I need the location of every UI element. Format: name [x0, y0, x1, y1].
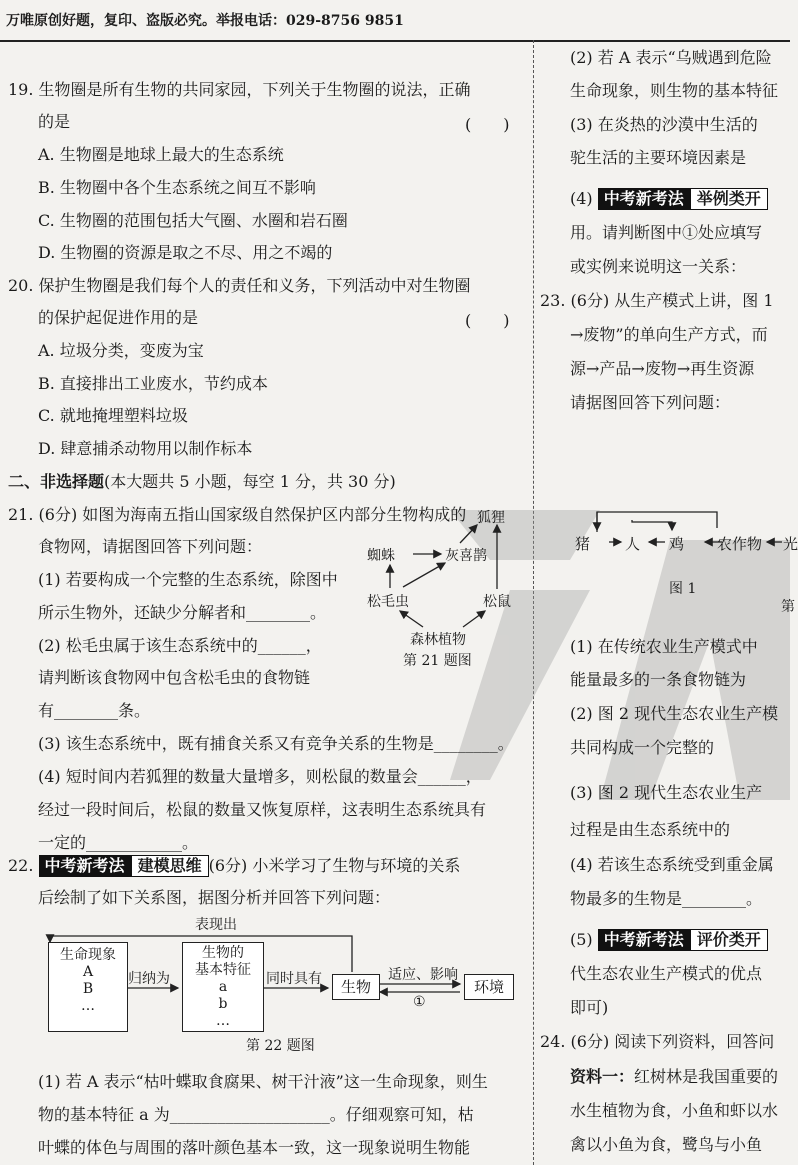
diagram-caption: 第 22 题图: [246, 1038, 315, 1054]
q21-sub1-line2[interactable]: 所示生物外，还缺少分解者和________。: [38, 603, 327, 622]
web-squirrel: 松鼠: [483, 594, 511, 610]
box-organism: 生物: [332, 974, 380, 1000]
blank-circle-1[interactable]: ①: [413, 994, 426, 1010]
box1-b: B: [82, 981, 94, 997]
q24-material1-line3: 禽以小鱼为食，鹭鸟与小鱼: [570, 1135, 763, 1154]
q22-relation-diagram: [40, 912, 520, 1062]
q19-stem-line1: 19. 生物圈是所有生物的共同家园，下列关于生物圈的说法，正确: [8, 80, 471, 99]
right-column: [537, 0, 798, 1165]
box-basic-features: [182, 942, 264, 1032]
q23-sub5-number: (5): [570, 930, 593, 949]
fig1-pig: 猪: [575, 535, 591, 553]
q21-sub4-line1[interactable]: (4) 短时间内若狐狸的数量大量增多，则松鼠的数量会______，: [38, 767, 482, 786]
q22-sub1-line3: 叶蝶的体色与周围的落叶颜色基本一致，这一现象说明生物能: [38, 1138, 471, 1157]
q22-sub2-line1: (2) 若 A 表示“乌贼遇到危险: [570, 48, 772, 67]
q23-sub5-badge: 中考新考法: [598, 929, 690, 951]
q23-sub2-line1: (2) 图 2 现代生态农业生产模: [570, 704, 779, 723]
q22-tag: 建模思维: [131, 855, 209, 877]
q23-sub3-line2[interactable]: 过程是由生态系统中的: [570, 820, 731, 839]
q22-sub4-line3[interactable]: 或实例来说明这一关系：: [570, 257, 747, 276]
web-spider: 蜘蛛: [367, 548, 395, 564]
q21-sub2-line3[interactable]: 有________条。: [38, 701, 151, 720]
material1-label: 资料一：: [570, 1067, 635, 1086]
q23-sub4-line2[interactable]: 物最多的生物是________。: [570, 889, 763, 908]
q24-material1-line1: [570, 1067, 778, 1087]
web-plant: 森林植物: [410, 632, 466, 648]
web-caption: 第 21 题图: [403, 653, 472, 669]
fig1-crop: 农作物: [717, 535, 763, 553]
q23-sub5-tag: 评价类开: [690, 929, 768, 951]
q22-sub2-line2: 生命现象，则生物的基本特征: [570, 81, 779, 100]
q22-sub4-line1: [570, 188, 768, 210]
q23-stem-line4: 请据图回答下列问题：: [570, 393, 731, 412]
q22-sub4-badge: 中考新考法: [598, 188, 690, 210]
fig2-caption-partial: 第: [781, 599, 795, 615]
box2-c: …: [216, 1013, 230, 1029]
section2-rules: (本大题共 5 小题，每空 1 分，共 30 分): [104, 472, 396, 491]
q23-sub1-line1: (1) 在传统农业生产模式中: [570, 637, 758, 656]
box2-line1: 生物的: [202, 945, 244, 961]
box-life-phenomena: [48, 942, 128, 1032]
box2-line2: 基本特征: [195, 962, 251, 978]
q19-stem-line2: 的是: [38, 112, 71, 131]
q23-sub5-line1: [570, 929, 768, 951]
box1-a: A: [82, 964, 94, 980]
q22-sub1-line1: (1) 若 A 表示“枯叶蝶取食腐果、树干汁液”这一生命现象，则生: [38, 1072, 488, 1091]
q20-stem-line1: 20. 保护生物圈是我们每个人的责任和义务，下列活动中对生物圈: [8, 276, 471, 295]
q19-option-a[interactable]: A. 生物圈是地球上最大的生态系统: [38, 145, 284, 164]
q22-sub4-tag: 举例类开: [690, 188, 768, 210]
box1-title: 生命现象: [60, 947, 116, 963]
box2-b: b: [218, 996, 228, 1012]
q22-badge: 中考新考法: [39, 855, 131, 877]
diagram-top-label: 表现出: [195, 917, 237, 933]
q20-stem-line2: 的保护起促进作用的是: [38, 308, 199, 327]
q19-option-d[interactable]: D. 生物圈的资源是取之不尽、用之不竭的: [38, 243, 333, 262]
q21-sub4-line2: 经过一段时间后，松鼠的数量又恢复原样，这表明生态系统具有: [38, 800, 487, 819]
q19-option-c[interactable]: C. 生物圈的范围包括大气圈、水圈和岩石圈: [38, 211, 348, 230]
q21-sub1-line1: (1) 若要构成一个完整的生态系统，除图中: [38, 570, 338, 589]
fig1-light: 光: [783, 535, 798, 553]
q23-stem-line3: 源→产品→废物→再生资源: [570, 359, 755, 378]
q24-material1-line2: 水生植物为食，小鱼和虾以水: [570, 1101, 779, 1120]
fig1-chicken: 鸡: [669, 535, 685, 553]
q22-number: 22.: [8, 856, 34, 875]
q20-option-b[interactable]: B. 直接排出工业废水，节约成本: [38, 374, 268, 393]
fig1-person: 人: [625, 535, 641, 553]
q20-option-d[interactable]: D. 肆意捕杀动物用以制作标本: [38, 439, 253, 458]
material1-text: 红树林是我国重要的: [634, 1067, 779, 1086]
q21-sub4-line3[interactable]: 一定的____________。: [38, 833, 199, 852]
q20-option-a[interactable]: A. 垃圾分类，变废为宝: [38, 341, 204, 360]
q23-figure1: [557, 500, 798, 615]
q23-sub1-line2[interactable]: 能量最多的一条食物链为: [570, 670, 747, 689]
q23-sub2-line2[interactable]: 共同构成一个完整的: [570, 738, 715, 757]
q22-sub3-line1: (3) 在炎热的沙漠中生活的: [570, 115, 758, 134]
arrow1-label: 归纳为: [128, 971, 170, 987]
q22-sub3-line2[interactable]: 驼生活的主要环境因素是: [570, 148, 747, 167]
arrow3-label: 适应、影响: [388, 967, 458, 983]
q21-sub3[interactable]: (3) 该生态系统中，既有捕食关系又有竞争关系的生物是________。: [38, 734, 514, 753]
q23-sub4-line1: (4) 若该生态系统受到重金属: [570, 855, 774, 874]
q21-stem-line2: 食物网，请据图回答下列问题：: [38, 537, 263, 556]
q22-sub4-number: (4): [570, 189, 593, 208]
web-magpie: 灰喜鹊: [445, 548, 487, 564]
q21-stem-line1: 21. (6分) 如图为海南五指山国家级自然保护区内部分生物构成的: [8, 505, 467, 524]
q20-option-c[interactable]: C. 就地掩埋塑料垃圾: [38, 406, 188, 425]
q22-stem-line2: 后绘制了如下关系图，据图分析并回答下列问题：: [38, 888, 391, 907]
web-caterpillar: 松毛虫: [367, 594, 409, 610]
q23-stem-line1: 23. (6分) 从生产模式上讲，图 1: [540, 291, 774, 310]
q23-sub3-line1: (3) 图 2 现代生态农业生产: [570, 783, 763, 802]
q24-stem: 24. (6分) 阅读下列资料，回答问: [540, 1032, 775, 1051]
fig1-caption: 图 1: [669, 581, 697, 597]
q21-sub2-line2: 请判断该食物网中包含松毛虫的食物链: [38, 668, 311, 687]
q21-food-web-figure: [365, 505, 530, 695]
box1-c: …: [81, 998, 95, 1014]
q23-sub5-line3: 即可): [570, 998, 609, 1017]
q20-answer-paren[interactable]: ( ): [465, 311, 510, 330]
q19-answer-paren[interactable]: ( ): [465, 115, 510, 134]
section2-heading: [8, 472, 396, 492]
q19-option-b[interactable]: B. 生物圈中各个生态系统之间互不影响: [38, 178, 316, 197]
arrow2-label: 同时具有: [266, 971, 322, 987]
box2-a: a: [218, 979, 228, 995]
q22-intro: (6分) 小米学习了生物与环境的关系: [208, 856, 461, 875]
section2-title: 二、非选择题: [8, 472, 105, 491]
header-copyright: 万唯原创好题，复印、盗版必究。举报电话：029-8756 9851: [6, 13, 404, 29]
web-fox: 狐狸: [477, 510, 505, 526]
box-environment: 环境: [464, 974, 514, 1000]
q22-stem-line1: [8, 855, 460, 877]
q23-sub5-line2: 代生态农业生产模式的优点: [570, 964, 763, 983]
q22-sub1-line2[interactable]: 物的基本特征 a 为____________________。仔细观察可知，枯: [38, 1105, 474, 1124]
q22-sub4-line2: 用。请判断图中①处应填写: [570, 223, 763, 242]
q23-stem-line2: →废物”的单向生产方式，而: [570, 325, 768, 344]
q21-sub2-line1[interactable]: (2) 松毛虫属于该生态系统中的______，: [38, 636, 322, 655]
